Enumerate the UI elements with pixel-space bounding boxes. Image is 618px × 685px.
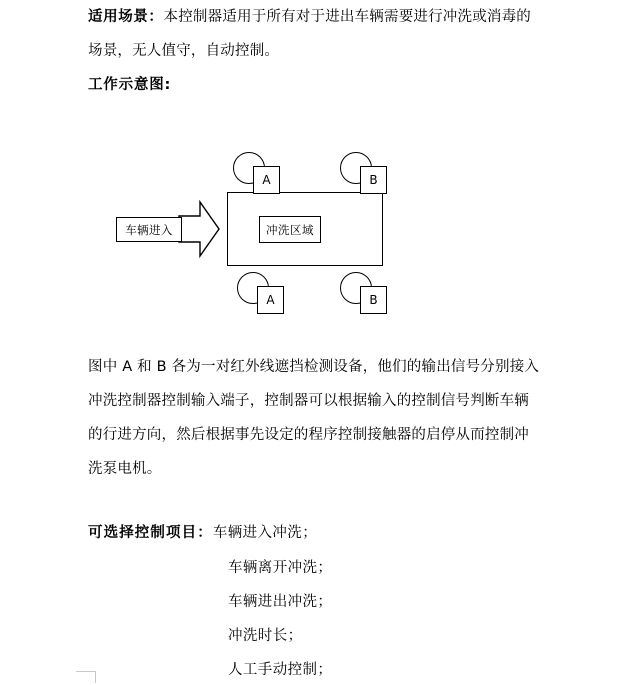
sensor-label-box [360, 166, 387, 194]
sensor-circle-icon [233, 152, 265, 184]
connector-line-right-vertical [382, 192, 383, 208]
sensor-circle-icon [340, 152, 372, 184]
scenario-body: 本控制器适用于所有对于进出车辆需要进行冲洗或消毒的场景，无人值守，自动控制。 [88, 9, 531, 59]
sensor-b-bottom [340, 272, 388, 316]
scenario-paragraph [88, 0, 540, 68]
connector-line-left [228, 192, 254, 193]
scenario-heading: 适用场景： [88, 9, 164, 25]
option-item-4: 人工手动控制； [228, 662, 333, 678]
vehicle-entry-box [116, 217, 182, 242]
option-item-3: 冲洗时长； [228, 628, 303, 644]
sensor-label-box [360, 286, 387, 314]
option-item-0: 车辆进入冲洗； [212, 525, 318, 541]
sensor-a-top [233, 152, 281, 196]
sensor-a-top-label: A [262, 173, 271, 187]
wash-area-label-text: 冲洗区域 [266, 222, 314, 237]
sensor-a-bottom-label: A [266, 293, 275, 307]
sensor-circle-icon [237, 272, 269, 304]
explanation-paragraph: 图中 A 和 B 各为一对红外线遮挡检测设备，他们的输出信号分别接入冲洗控制器控制输入端子，控制器可以根据输入的控制信号判断车辆的行进方向，然后根据事先设定的程序控制接触器的启停从而控制冲洗泵电机。 [88, 359, 540, 477]
page-corner-mark [76, 671, 96, 683]
sensor-b-top-label: B [369, 173, 378, 187]
vehicle-entry-label: 车辆进入 [125, 222, 173, 237]
sensor-b-top [340, 152, 388, 196]
connector-line-middle [280, 192, 341, 193]
wash-area-label-box [259, 216, 321, 243]
option-item-2: 车辆进出冲洗； [228, 594, 333, 610]
block-arrow-right-icon [178, 196, 220, 262]
sensor-a-bottom [237, 272, 285, 316]
wash-area-rectangle [227, 192, 383, 266]
sensor-b-bottom-label: B [369, 293, 378, 307]
option-item-1: 车辆离开冲洗； [228, 560, 333, 576]
options-heading: 可选择控制项目： [88, 525, 213, 541]
diagram-heading: 工作示意图: [88, 77, 172, 93]
sensor-circle-icon [340, 272, 372, 304]
sensor-label-box [257, 286, 284, 314]
sensor-label-box [253, 166, 280, 194]
options-heading-line [88, 516, 317, 550]
